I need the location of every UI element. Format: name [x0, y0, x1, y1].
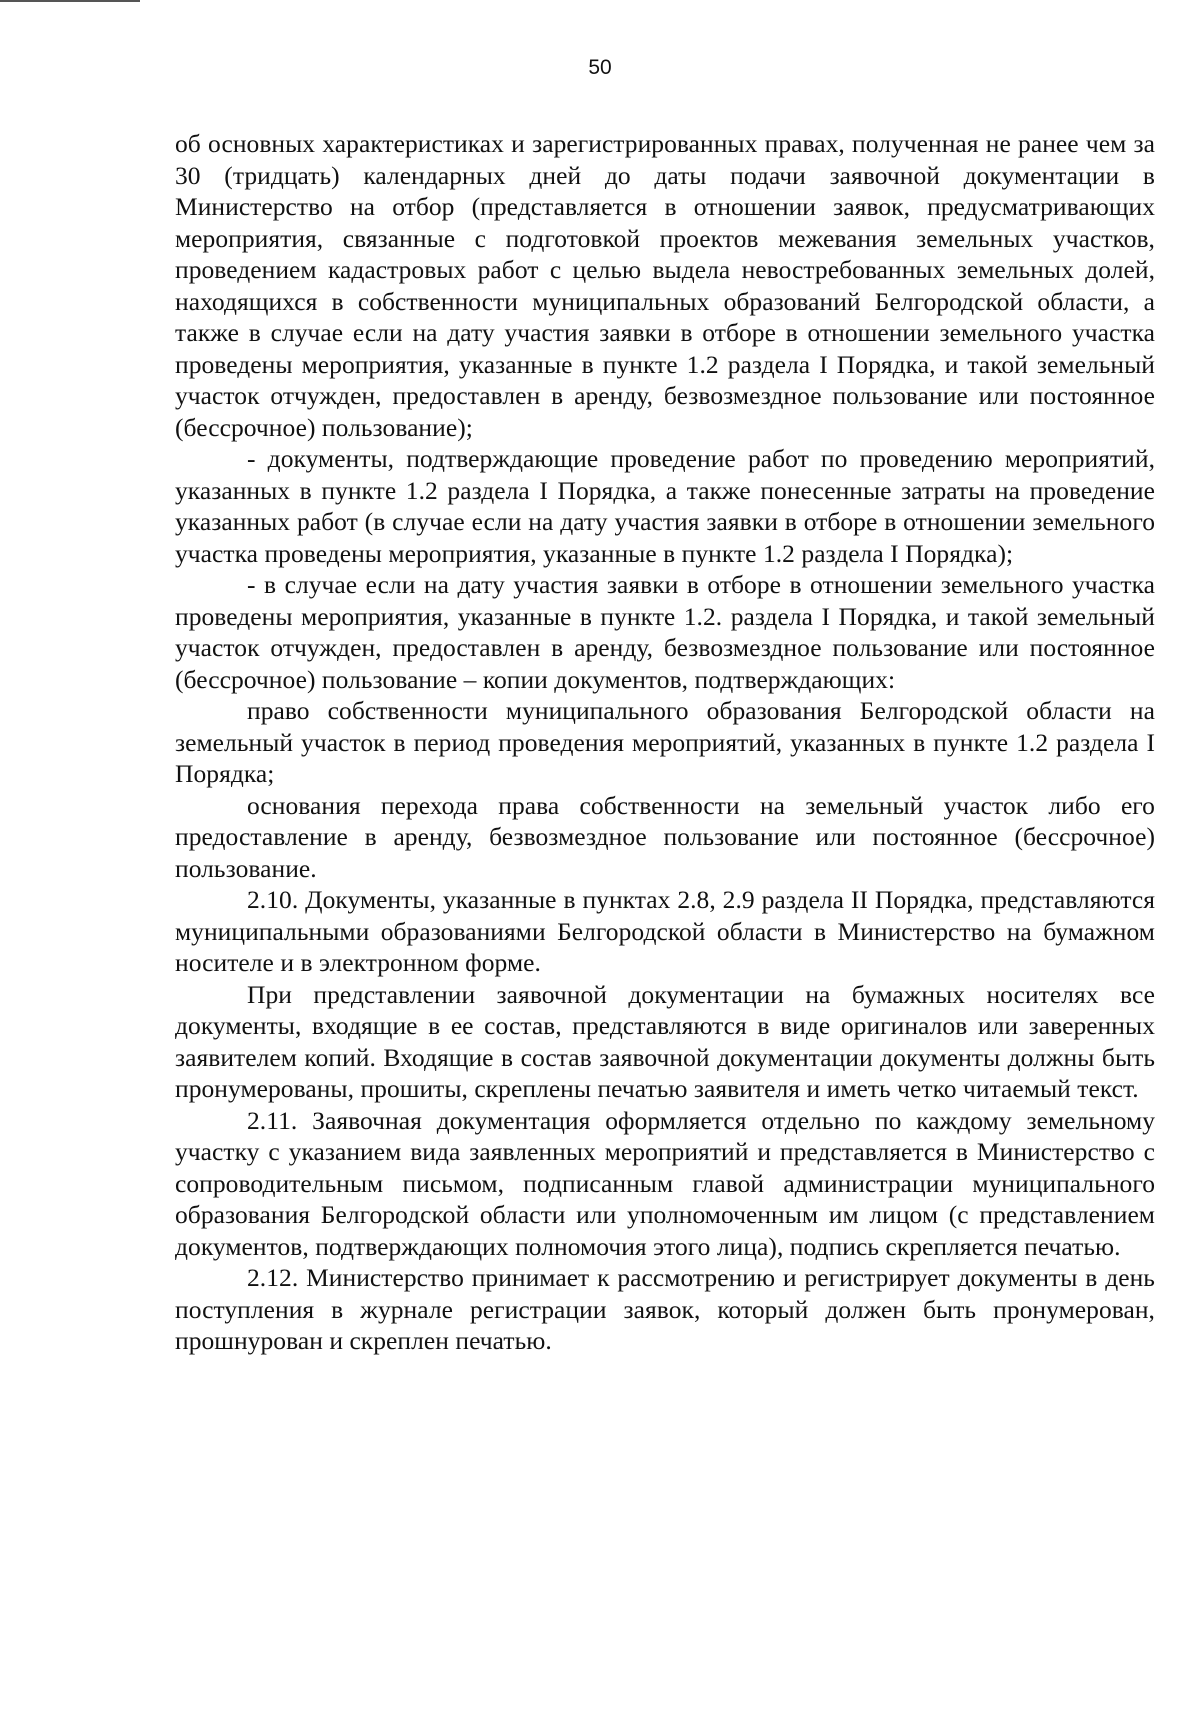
- paragraph-clause-2-12: 2.12. Министерство принимает к рассмотрению и регистрирует документы в день поступления в журнале регистрации заявок, который должен быть пронумерован, прошнурован и скреплен печатью.: [175, 1263, 1155, 1355]
- paragraph-documents-confirming: - документы, подтверждающие проведение работ по проведению мероприятий, указанных в пункте 1.2 раздела I Порядка, а также понесенные затраты на проведение указанных работ (в случае если на дату участия заявки в отборе в отношении земельного участка проведены мероприятия, указанные в пункте 1.2 раздела I Порядка);: [175, 444, 1155, 568]
- paragraph-clause-2-10: 2.10. Документы, указанные в пунктах 2.8, 2.9 раздела II Порядка, представляются муниципальными образованиями Белгородской области в Министерство на бумажном носителе и в электронном форме.: [175, 885, 1155, 977]
- paragraph-ownership-right: право собственности муниципального образования Белгородской области на земельный участок в период проведения мероприятий, указанных в пункте 1.2 раздела I Порядка;: [175, 696, 1155, 788]
- paragraph-continuation: об основных характеристиках и зарегистрированных правах, полученная не ранее чем за 30 (тридцать) календарных дней до даты подачи заявочной документации в Министерство на отбор (представляется в отношении заявок, предусматривающих мероприятия, связанные с подготовкой проектов межевания земельных участков, проведением кадастровых работ с целью выдела невостребованных земельных долей, находящихся в собственности муниципальных образований Белгородской области, а также в случае если на дату участия заявки в отборе в отношении земельного участка проведены мероприятия, указанные в пункте 1.2 раздела I Порядка, и такой земельный участок отчужден, предоставлен в аренду, безвозмездное пользование или постоянное (бессрочное) пользование);: [175, 129, 1155, 442]
- document-body: [175, 128, 1155, 1357]
- paragraph-in-case-alienated: - в случае если на дату участия заявки в отборе в отношении земельного участка проведены мероприятия, указанные в пункте 1.2. раздела I Порядка, и такой земельный участок отчужден, предоставлен в аренду, безвозмездное пользование или постоянное (бессрочное) пользование – копии документов, подтверждающих:: [175, 570, 1155, 694]
- paragraph-clause-2-11: 2.11. Заявочная документация оформляется отдельно по каждому земельному участку с указанием вида заявленных мероприятий и представляется в Министерство с сопроводительным письмом, подписанным главой администрации муниципального образования Белгородской области или уполномоченным им лицом (с представлением документов, подтверждающих полномочия этого лица), подпись скрепляется печатью.: [175, 1105, 1155, 1261]
- paragraph-paper-submission: При представлении заявочной документации на бумажных носителях все документы, входящие в ее состав, представляются в виде оригиналов или заверенных заявителем копий. Входящие в состав заявочной документации документы должны быть пронумерованы, прошиты, скреплены печатью заявителя и иметь четко читаемый текст.: [175, 979, 1155, 1103]
- page-number: 50: [588, 56, 612, 79]
- paragraph-transfer-grounds: основания перехода права собственности на земельный участок либо его предоставление в аренду, безвозмездное пользование или постоянное (бессрочное) пользование.: [175, 790, 1155, 883]
- scan-edge-mark: [0, 0, 140, 6]
